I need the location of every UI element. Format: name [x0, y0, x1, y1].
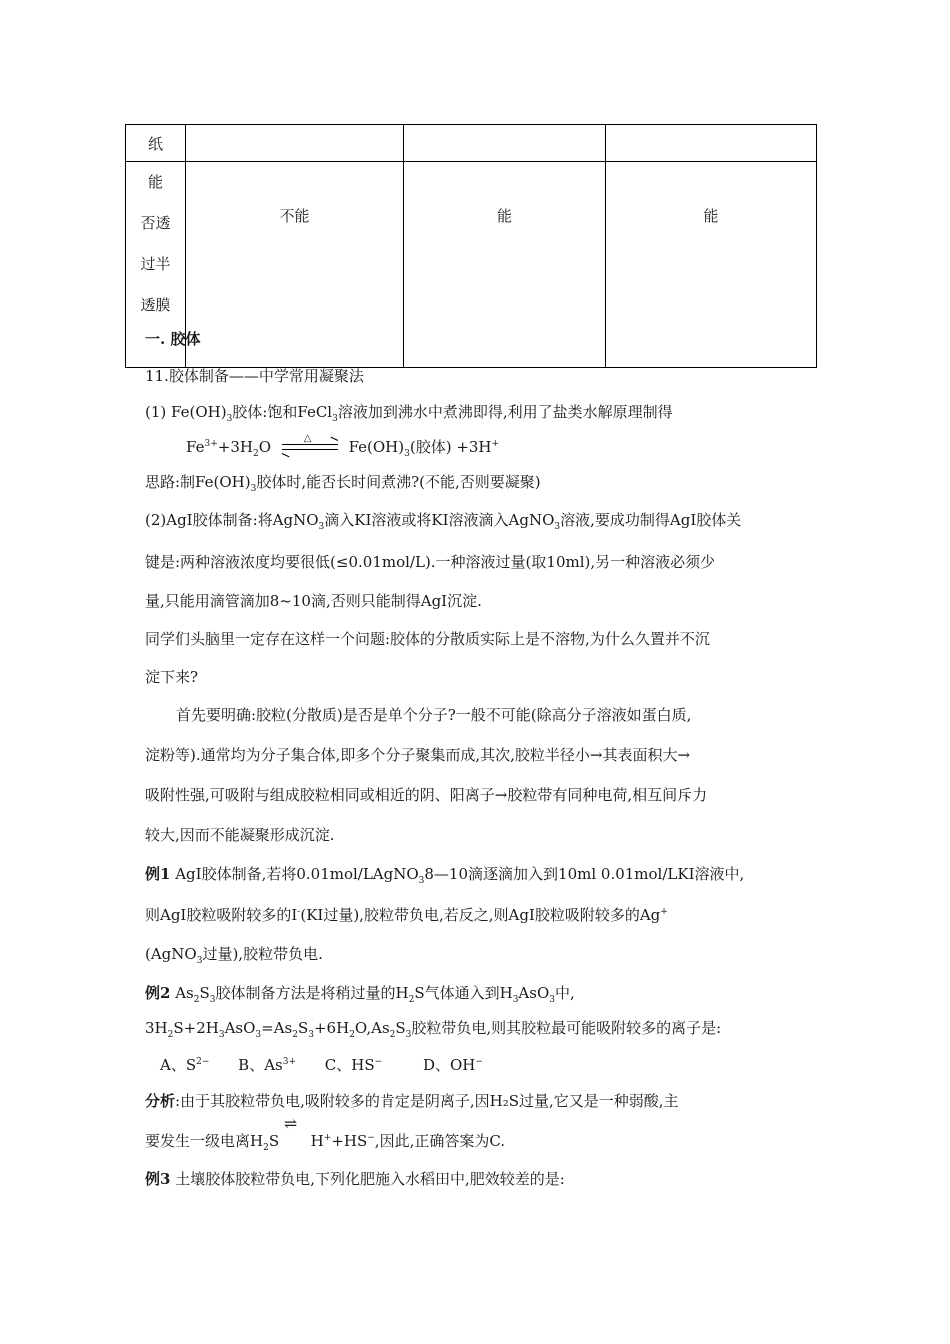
example-2: 例2 $As_2S_3$胶体制备方法是将稍过量的$H_2S$气体通入到$H_3AsO_3$中,	[145, 984, 575, 1005]
table-cell: 能	[606, 162, 817, 368]
text-line: 首先要明确:胶粒(分散质)是否是单个分子?一般不可能(除高分子溶液如蛋白质,	[176, 706, 692, 724]
text-line: (AgNO$_3$过量),胶粒带负电.	[145, 945, 323, 966]
example-1: 例1 AgI胶体制备,若将0.01mol/LAgNO$_3$8—10滴逐滴加入到10ml 0.01mol/LKI溶液中,	[145, 865, 745, 886]
text-line: $3H_2S+2H_3AsO_3=As_2S_3+6H_2O,As_2S_3$胶粒带负电,则其胶粒最可能吸附较多的离子是:	[145, 1019, 722, 1040]
table-row	[126, 125, 817, 162]
text-line: 同学们头脑里一定存在这样一个问题:胶体的分散质实际上是不溶物,为什么久置并不沉	[145, 630, 710, 648]
text-line: 则AgI胶粒吸附较多的I-(KI过量),胶粒带负电,若反之,则AgI胶粒吸附较多的Ag+	[145, 906, 668, 924]
option-a: A、$S^{2-}$	[160, 1056, 210, 1074]
example-label: 例1	[145, 865, 171, 883]
text-line: 淀粉等).通常均为分子集合体,即多个分子聚集而成,其次,胶粒半径小→其表面积大→	[145, 746, 691, 764]
table-cell: 不能	[186, 162, 404, 368]
text-line: 量,只能用滴管滴加8~10滴,否则只能制得AgI沉淀.	[145, 592, 482, 610]
row-label-line: 过半	[140, 255, 171, 273]
section-heading: 一. 胶体	[145, 330, 201, 348]
analysis: 分析:由于其胶粒带负电,吸附较多的肯定是阴离子,因H₂S过量,它又是一种弱酸,主	[145, 1092, 679, 1110]
text-line: 思路:制$Fe(OH)_3$胶体时,能否长时间煮沸?(不能,否则要凝聚)	[145, 473, 541, 494]
option-d: D、OH−	[422, 1056, 483, 1074]
comparison-table	[125, 124, 817, 368]
example-label: 例2	[145, 984, 171, 1002]
text-line: 较大,因而不能凝聚形成沉淀.	[145, 826, 335, 844]
example-label: 例3	[145, 1170, 171, 1188]
text-line: 要发生一级电离$H_2S$ ⇌ H++HS−,因此,正确答案为C.	[145, 1114, 506, 1153]
reversible-arrow-icon: ⇌	[283, 1114, 298, 1133]
answer-options	[160, 1055, 483, 1075]
text-line: 键是:两种溶液浓度均要很低(≤0.01mol/L).一种溶液过量(取10ml),另一种溶液必须少	[145, 553, 716, 571]
option-b: B、$As^{3+}$	[238, 1056, 297, 1074]
reversible-arrow-icon: △	[282, 441, 338, 455]
text-line: 11.胶体制备——中学常用凝聚法	[145, 367, 364, 385]
table-row	[126, 162, 817, 368]
table-cell	[404, 125, 606, 162]
analysis-label: 分析	[145, 1092, 176, 1110]
example-3: 例3 土壤胶体胶粒带负电,下列化肥施入水稻田中,肥效较差的是:	[145, 1170, 565, 1188]
row-label-line: 透膜	[140, 296, 171, 314]
equation: $Fe^{3+}+3H_2O$ △ $Fe(OH)_3$(胶体) +3H+	[186, 433, 500, 459]
row-label: 纸	[126, 125, 186, 162]
text-line: (2)AgI胶体制备:将AgNO$_3$滴入KI溶液或将KI溶液滴入AgNO$_3$溶液,要成功制得AgI胶体关	[145, 511, 742, 532]
row-label-line: 否透	[140, 214, 171, 232]
table-cell	[606, 125, 817, 162]
text-line: 淀下来?	[145, 668, 199, 686]
row-label-line: 能	[147, 173, 163, 191]
table-cell	[186, 125, 404, 162]
text-line: 吸附性强,可吸附与组成胶粒相同或相近的阴、阳离子→胶粒带有同种电荷,相互间斥力	[145, 786, 708, 804]
table-cell: 能	[404, 162, 606, 368]
option-c: C、HS−	[324, 1056, 383, 1074]
text-line: (1) $Fe(OH)_3$胶体:饱和FeCl$_3$溶液加到沸水中煮沸即得,利用了盐类水解原理制得	[145, 403, 673, 424]
